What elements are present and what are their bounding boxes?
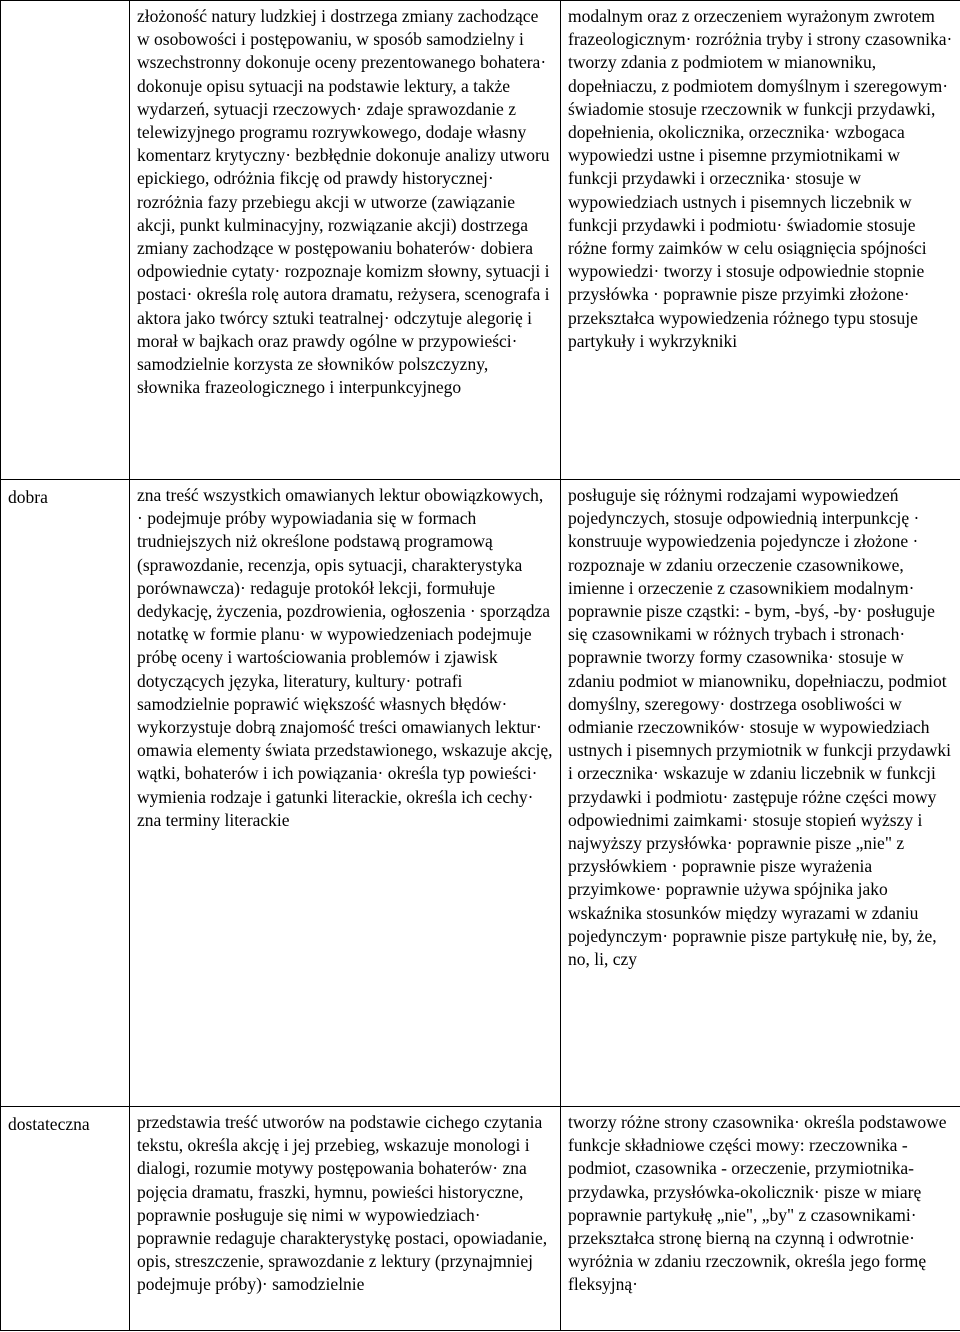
grade-cell <box>1 1 130 480</box>
literature-requirements-text: zna treść wszystkich omawianych lektur obowiązkowych, · podejmuje próby wypowiadania się w formach trudniejszych niż określone podstawą programową (sprawozdanie, recenzja, opis sytuacji, charakterystyka porównawcza)· redaguje protokół lekcji, formułuje dedykację, życzenia, pozdrowienia, ogłoszenia · sporządza notatkę w formie planu· w wypowiedzeniach podejmuje próbę oceny i wartościowania problemów i zjawisk dotyczących języka, literatury, kultury· potrafi samodzielnie poprawić większość własnych błędów· wykorzystuje dobrą znajomość treści omawianych lektur· omawia elementy świata przedstawionego, wskazuje akcję, wątki, bohaterów i ich powiązania· określa typ powieści· wymienia rodzaje i gatunki literackie, określa ich cechy· zna terminy literackie <box>137 485 553 830</box>
grade-cell <box>1 1107 130 1331</box>
literature-requirements-text: złożoność natury ludzkiej i dostrzega zmiany zachodzące w osobowości i postępowaniu, w sposób samodzielny i wszechstronny dokonuje oceny prezentowanego bohatera· dokonuje opisu sytuacji na podstawie lektury, a także wydarzeń, sytuacji rzeczowych· zdaje sprawozdanie z telewizyjnego programu rozrywkowego, dodaje własny komentarz krytyczny· bezbłędnie dokonuje analizy utworu epickiego, odróżnia fikcję od prawdy historycznej· rozróżnia fazy przebiegu akcji w utworze (zawiązanie akcji, punkt kulminacyjny, rozwiązanie akcji) dostrzega zmiany zachodzące w postępowaniu bohaterów· dobiera odpowiednie cytaty· rozpoznaje komizm słowny, sytuacji i postaci· określa rolę autora dramatu, reżysera, scenografa i aktora jako twórcy sztuki teatralnej· odczytuje alegorię i morał w bajkach oraz prawdy ogólne w przypowieści· samodzielnie korzysta ze słowników polszczyzny, słownika frazeologicznego i interpunkcyjnego <box>137 6 550 398</box>
requirements-cell <box>130 1 561 480</box>
requirements-cell <box>561 480 960 1107</box>
requirements-cell <box>561 1 960 480</box>
grade-label: dostateczna <box>8 1114 90 1134</box>
grammar-requirements-text: posługuje się różnymi rodzajami wypowiedzeń pojedynczych, stosuje odpowiednią interpunkcję · konstruuje wypowiedzenia pojedyncze i złożone · rozpoznaje w zdaniu orzeczenie czasownikowe, imienne i orzeczenie z czasownikiem modalnym· poprawnie pisze cząstki: - bym, -byś, -by· posługuje się czasownikami w różnych trybach i stronach· poprawnie tworzy formy czasownika· stosuje w zdaniu podmiot w mianowniku, dopełniaczu, podmiot domyślny, szeregowy· dostrzega osobliwości w odmianie rzeczowników· stosuje w wypowiedziach ustnych i pisemnych przymiotnik w funkcji przydawki i orzecznika· wskazuje w zdaniu liczebnik w funkcji przydawki i podmiotu· zastępuje różne części mowy odpowiednimi zaimkami· stosuje stopień wyższy i najwyższy przysłówka· poprawnie pisze „nie" z przysłówkiem · poprawnie pisze wyrażenia przyimkowe· poprawnie używa spójnika jako wskaźnika stosunków między wyrazami w zdaniu pojedynczym· poprawnie pisze partykułę nie, by, że, no, li, czy <box>568 485 951 970</box>
grammar-requirements-text: tworzy różne strony czasownika· określa podstawowe funkcje składniowe części mowy: rzeczownika -podmiot, czasownika - orzeczenie, przymiotnika-przydawka, przysłówka-okolicznik· pisze w miarę poprawnie partykułę „nie", „by" z czasownikami· przekształca stronę bierną na czynną i odwrotnie· wyróżnia w zdaniu rzeczownik, określa jego formę fleksyjną· <box>568 1112 947 1295</box>
table-row <box>1 1 960 480</box>
table-row <box>1 1107 960 1331</box>
literature-requirements-text: przedstawia treść utworów na podstawie cichego czytania tekstu, określa akcję i jej przebieg, wskazuje monologi i dialogi, rozumie motywy postępowania bohaterów· zna pojęcia dramatu, fraszki, hymnu, powieści historyczne, poprawnie posługuje się nimi w wypowiedziach· poprawnie redaguje charakterystykę postaci, opowiadanie, opis, streszczenie, sprawozdanie z lektury (przynajmniej podejmuje próby)· samodzielnie <box>137 1112 548 1295</box>
grade-cell <box>1 480 130 1107</box>
table-row <box>1 480 960 1107</box>
grade-label: dobra <box>8 487 48 507</box>
requirements-cell <box>561 1107 960 1331</box>
grammar-requirements-text: modalnym oraz z orzeczeniem wyrażonym zwrotem frazeologicznym· rozróżnia tryby i strony czasownika· tworzy zdania z podmiotem w mianowniku, dopełniaczu, z podmiotem domyślnym i szeregowym· świadomie stosuje rzeczownik w funkcji przydawki, dopełnienia, okolicznika, orzecznika· wzbogaca wypowiedzi ustne i pisemne przymiotnikami w funkcji przydawki i orzecznika· stosuje w wypowiedziach ustnych i pisemnych liczebnik w funkcji przydawki i podmiotu· świadomie stosuje różne formy zaimków w celu osiągnięcia spójności wypowiedzi· tworzy i stosuje odpowiednie stopnie przysłówka · poprawnie pisze przyimki złożone· przekształca wypowiedzenia różnego typu stosuje partykuły i wykrzykniki <box>568 6 953 351</box>
requirements-cell <box>130 1107 561 1331</box>
requirements-cell <box>130 480 561 1107</box>
